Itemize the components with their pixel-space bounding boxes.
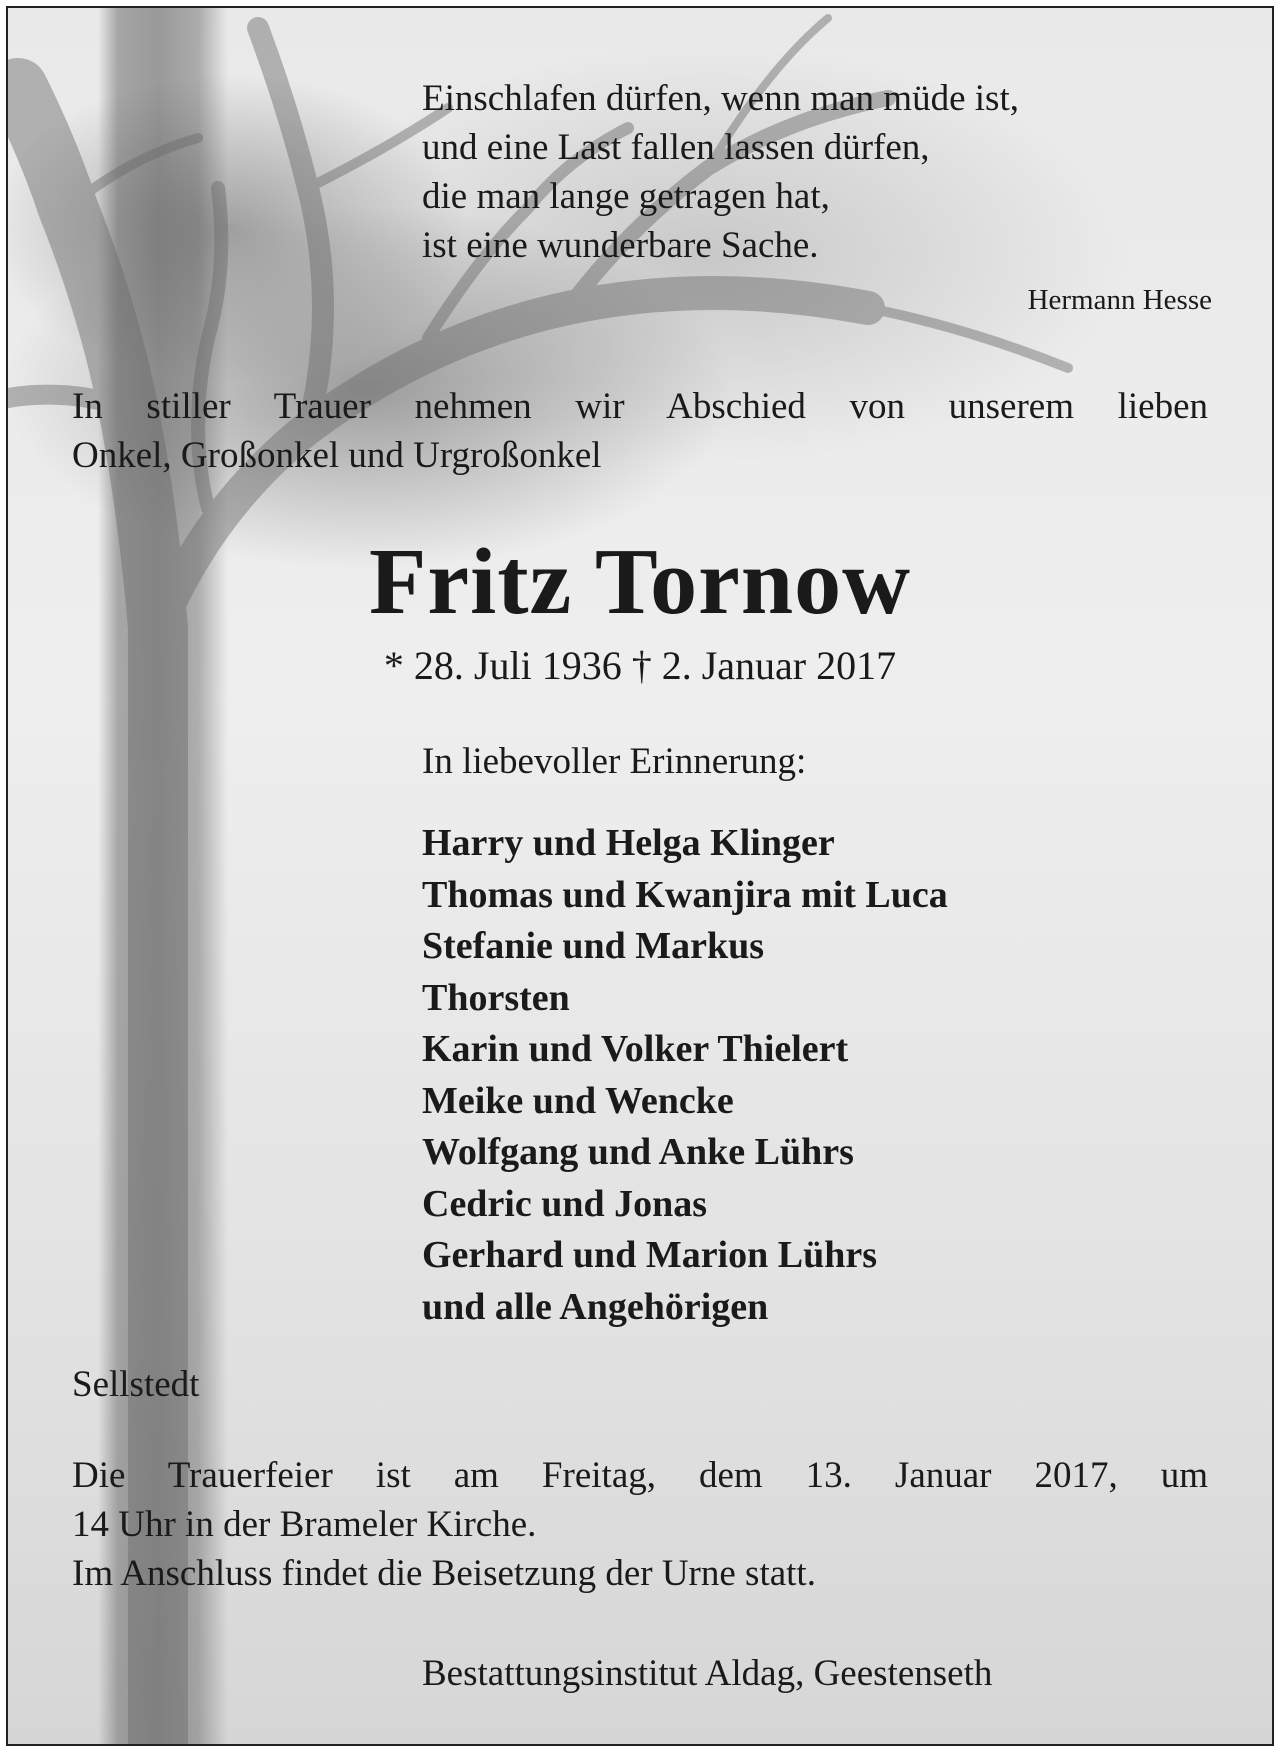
- obituary-notice: [6, 6, 1274, 1746]
- poem-line-4: ist eine wunderbare Sache.: [422, 225, 819, 266]
- deceased-name: Fritz Tornow: [368, 530, 912, 634]
- funeral-line-1: Die Trauerfeier ist am Freitag, dem 13. Januar 2017, um: [72, 1455, 1208, 1496]
- poem-line-3: die man lange getragen hat,: [422, 176, 830, 217]
- mourner-entry: und alle Angehörigen: [422, 1285, 769, 1328]
- intro-text: [72, 382, 1208, 480]
- mourner-entry: Thorsten: [422, 976, 570, 1019]
- poem-line-1: Einschlafen dürfen, wenn man müde ist,: [422, 78, 1019, 119]
- funeral-line-3: Im Anschluss findet die Beisetzung der Urne statt.: [72, 1553, 816, 1594]
- intro-line-2: Onkel, Großonkel und Urgroßonkel: [72, 435, 602, 476]
- poem-author: Hermann Hesse: [1027, 284, 1212, 316]
- mourner-entry: Meike und Wencke: [422, 1079, 734, 1122]
- mourner-entry: Cedric und Jonas: [422, 1182, 708, 1225]
- poem-line-2: und eine Last fallen lassen dürfen,: [422, 127, 930, 168]
- mourner-entry: Gerhard und Marion Lührs: [422, 1234, 878, 1276]
- undertaker: Bestattungsinstitut Aldag, Geestenseth: [422, 1653, 993, 1694]
- deceased-dates: * 28. Juli 1936 † 2. Januar 2017: [383, 643, 897, 688]
- mourner-entry: Wolfgang und Anke Lührs: [422, 1131, 854, 1173]
- mourners-list: [422, 818, 948, 1333]
- place-name: Sellstedt: [72, 1364, 200, 1405]
- mourner-entry: Stefanie und Markus: [422, 925, 765, 967]
- funeral-info: [72, 1451, 1208, 1598]
- funeral-line-2: 14 Uhr in der Brameler Kirche.: [72, 1504, 537, 1545]
- mourner-entry: Thomas und Kwanjira mit Luca: [422, 873, 948, 916]
- mourner-entry: Karin und Volker Thielert: [422, 1028, 849, 1070]
- memory-heading: In liebevoller Erinnerung:: [422, 741, 807, 782]
- intro-line-1: In stiller Trauer nehmen wir Abschied von unserem lieben: [72, 386, 1208, 427]
- mourner-entry: Harry und Helga Klinger: [422, 822, 835, 864]
